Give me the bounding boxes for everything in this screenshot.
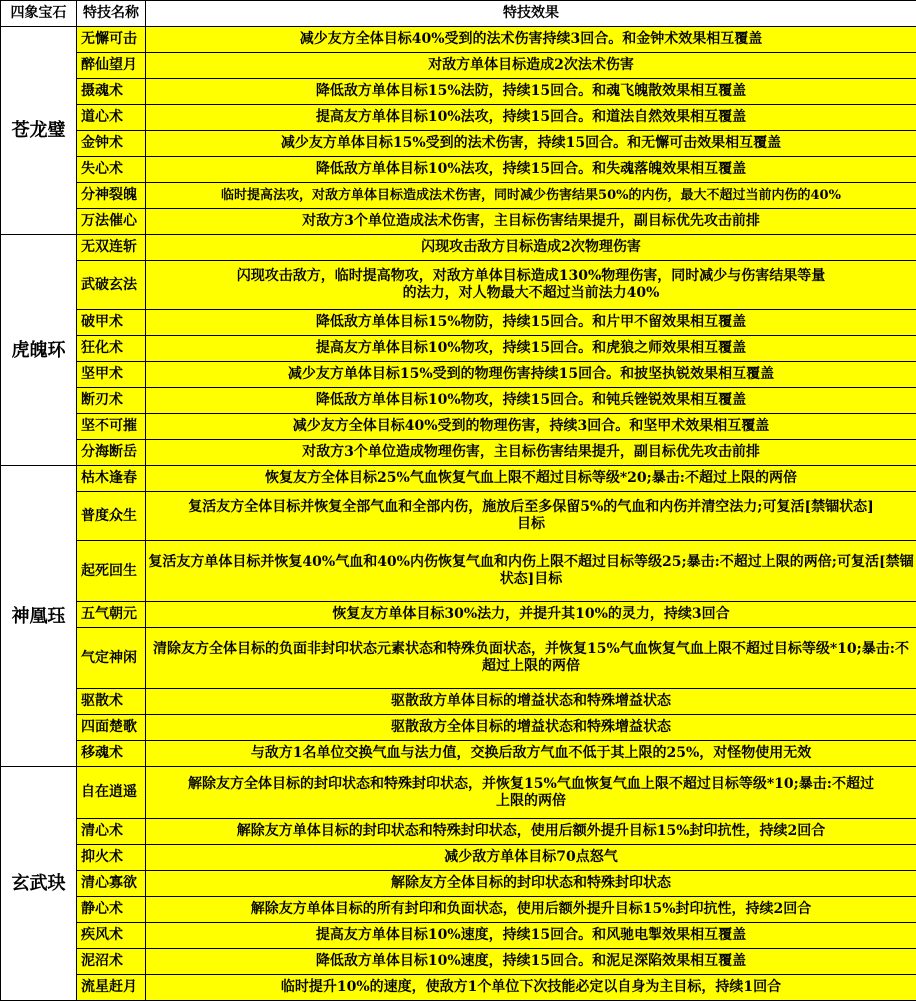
table-row: [1, 336, 916, 362]
skill-name: 五气朝元: [77, 602, 146, 628]
skill-name: 普度众生: [77, 492, 146, 541]
skill-name: 武破玄法: [77, 261, 146, 310]
skill-effect: 减少友方单体目标15%受到的法术伤害，持续15回合。和无懈可击效果相互覆盖: [146, 131, 916, 157]
skill-name: 失心术: [77, 157, 146, 183]
header-gem: 四象宝石: [1, 1, 77, 27]
skill-effect: 临时提升10%的速度，使敌方1个单位下次技能必定以自身为主目标，持续1回合: [146, 975, 916, 1001]
skill-effect: 减少友方全体目标40%受到的物理伤害，持续3回合。和坚甲术效果相互覆盖: [146, 414, 916, 440]
skill-name: 分神裂魄: [77, 183, 146, 209]
skill-effect: 降低敌方单体目标10%物攻，持续15回合。和钝兵锉锐效果相互覆盖: [146, 388, 916, 414]
table-row: [1, 741, 916, 767]
skill-effect: 提高友方单体目标10%法攻，持续15回合。和道法自然效果相互覆盖: [146, 105, 916, 131]
header-effect: 特技效果: [146, 1, 916, 27]
table-row: [1, 975, 916, 1001]
skill-name: 狂化术: [77, 336, 146, 362]
skill-effect: 解除友方单体目标的封印状态和特殊封印状态，使用后额外提升目标15%封印抗性，持续2回合: [146, 819, 916, 845]
skill-name: 醉仙望月: [77, 53, 146, 79]
table-row: [1, 440, 916, 466]
skill-effect: 降低敌方单体目标15%法防，持续15回合。和魂飞魄散效果相互覆盖: [146, 79, 916, 105]
skill-name: 疾风术: [77, 923, 146, 949]
skill-name: 道心术: [77, 105, 146, 131]
skill-effect: 解除友方全体目标的封印状态和特殊封印状态，并恢复15%气血恢复气血上限不超过目标等级*10;暴击:不超过上限的两倍: [146, 767, 916, 819]
table-row: [1, 131, 916, 157]
header-name: 特技名称: [77, 1, 146, 27]
table-row: [1, 183, 916, 209]
gem-cell: 苍龙璧: [1, 27, 77, 235]
skill-effect: 驱散敌方单体目标的增益状态和特殊增益状态: [146, 689, 916, 715]
skill-effect: 降低敌方单体目标10%法攻，持续15回合。和失魂落魄效果相互覆盖: [146, 157, 916, 183]
table-row: [1, 715, 916, 741]
table-row: [1, 845, 916, 871]
table-row: [1, 157, 916, 183]
skill-effect: 解除友方全体目标的封印状态和特殊封印状态: [146, 871, 916, 897]
table-row: [1, 362, 916, 388]
header-row: [1, 1, 916, 27]
skill-name: 摄魂术: [77, 79, 146, 105]
skill-name: 金钟术: [77, 131, 146, 157]
table-row: [1, 628, 916, 689]
skill-effect: 减少友方单体目标15%受到的物理伤害持续15回合。和披坚执锐效果相互覆盖: [146, 362, 916, 388]
skill-effect: 恢复友方全体目标25%气血恢复气血上限不超过目标等级*20;暴击:不超过上限的两倍: [146, 466, 916, 492]
gem-cell: 虎魄环: [1, 235, 77, 466]
table-row: [1, 53, 916, 79]
table-row: [1, 871, 916, 897]
skill-name: 流星赶月: [77, 975, 146, 1001]
skill-name: 移魂术: [77, 741, 146, 767]
skill-effect: 降低敌方单体目标10%速度，持续15回合。和泥足深陷效果相互覆盖: [146, 949, 916, 975]
table-row: [1, 923, 916, 949]
gem-cell: 神凰珏: [1, 466, 77, 767]
table-row: [1, 897, 916, 923]
skill-effect: 提高友方单体目标10%速度，持续15回合。和风驰电掣效果相互覆盖: [146, 923, 916, 949]
skill-effect: 驱散敌方全体目标的增益状态和特殊增益状态: [146, 715, 916, 741]
skill-name: 驱散术: [77, 689, 146, 715]
table-row: [1, 414, 916, 440]
table-row: [1, 689, 916, 715]
table-row: [1, 492, 916, 541]
skill-effect: 对敌方3个单位造成法术伤害，主目标伤害结果提升，副目标优先攻击前排: [146, 209, 916, 235]
table-row: [1, 261, 916, 310]
table-row: [1, 209, 916, 235]
skill-effect: 减少友方全体目标40%受到的法术伤害持续3回合。和金钟术效果相互覆盖: [146, 27, 916, 53]
skill-name: 静心术: [77, 897, 146, 923]
skill-effect: 复活友方全体目标并恢复全部气血和全部内伤，施放后至多保留5%的气血和内伤并清空法力;可复活[禁锢状态]目标: [146, 492, 916, 541]
table-row: [1, 310, 916, 336]
skill-effect: 闪现攻击敌方目标造成2次物理伤害: [146, 235, 916, 261]
table-row: [1, 767, 916, 819]
table-row: [1, 105, 916, 131]
skill-name: 破甲术: [77, 310, 146, 336]
gem-cell: 玄武玦: [1, 767, 77, 1001]
skill-effect: 复活友方单体目标并恢复40%气血和40%内伤恢复气血和内伤上限不超过目标等级25;暴击:不超过上限的两倍;可复活[禁锢状态]目标: [146, 541, 916, 602]
skill-effect: 解除友方单体目标的所有封印和负面状态，使用后额外提升目标15%封印抗性，持续2回合: [146, 897, 916, 923]
skill-effect: 降低敌方单体目标15%物防，持续15回合。和片甲不留效果相互覆盖: [146, 310, 916, 336]
skill-name: 泥沼术: [77, 949, 146, 975]
skill-name: 气定神闲: [77, 628, 146, 689]
table-row: [1, 819, 916, 845]
skill-name: 分海断岳: [77, 440, 146, 466]
skill-effect: 闪现攻击敌方，临时提高物攻，对敌方单体目标造成130%物理伤害，同时减少与伤害结果等量的法力，对人物最大不超过当前法力40%: [146, 261, 916, 310]
table-row: [1, 602, 916, 628]
skill-effect: 提高友方单体目标10%物攻，持续15回合。和虎狼之师效果相互覆盖: [146, 336, 916, 362]
skill-name: 枯木逢春: [77, 466, 146, 492]
table-row: [1, 79, 916, 105]
skill-effect: 临时提高法攻，对敌方单体目标造成法术伤害，同时减少伤害结果50%的内伤，最大不超过当前内伤的40%: [146, 183, 916, 209]
skill-name: 抑火术: [77, 845, 146, 871]
skill-name: 自在逍遥: [77, 767, 146, 819]
skill-name: 断刃术: [77, 388, 146, 414]
skill-effect: 对敌方单体目标造成2次法术伤害: [146, 53, 916, 79]
skill-effect: 恢复友方单体目标30%法力，并提升其10%的灵力，持续3回合: [146, 602, 916, 628]
skill-name: 无双连斩: [77, 235, 146, 261]
table-row: [1, 27, 916, 53]
table-row: [1, 235, 916, 261]
skill-effect: 对敌方3个单位造成物理伤害，主目标伤害结果提升，副目标优先攻击前排: [146, 440, 916, 466]
skill-name: 坚甲术: [77, 362, 146, 388]
table-row: [1, 466, 916, 492]
skill-name: 起死回生: [77, 541, 146, 602]
skill-name: 四面楚歌: [77, 715, 146, 741]
skill-name: 清心寡欲: [77, 871, 146, 897]
skill-name: 万法催心: [77, 209, 146, 235]
table-row: [1, 949, 916, 975]
table-row: [1, 388, 916, 414]
skill-name: 坚不可摧: [77, 414, 146, 440]
skill-name: 无懈可击: [77, 27, 146, 53]
table-row: [1, 541, 916, 602]
skill-effect: 减少敌方单体目标70点怒气: [146, 845, 916, 871]
skill-effect: 与敌方1名单位交换气血与法力值，交换后敌方气血不低于其上限的25%，对怪物使用无效: [146, 741, 916, 767]
skill-effect: 清除友方全体目标的负面非封印状态元素状态和特殊负面状态，并恢复15%气血恢复气血上限不超过目标等级*10;暴击:不超过上限的两倍: [146, 628, 916, 689]
skill-name: 清心术: [77, 819, 146, 845]
